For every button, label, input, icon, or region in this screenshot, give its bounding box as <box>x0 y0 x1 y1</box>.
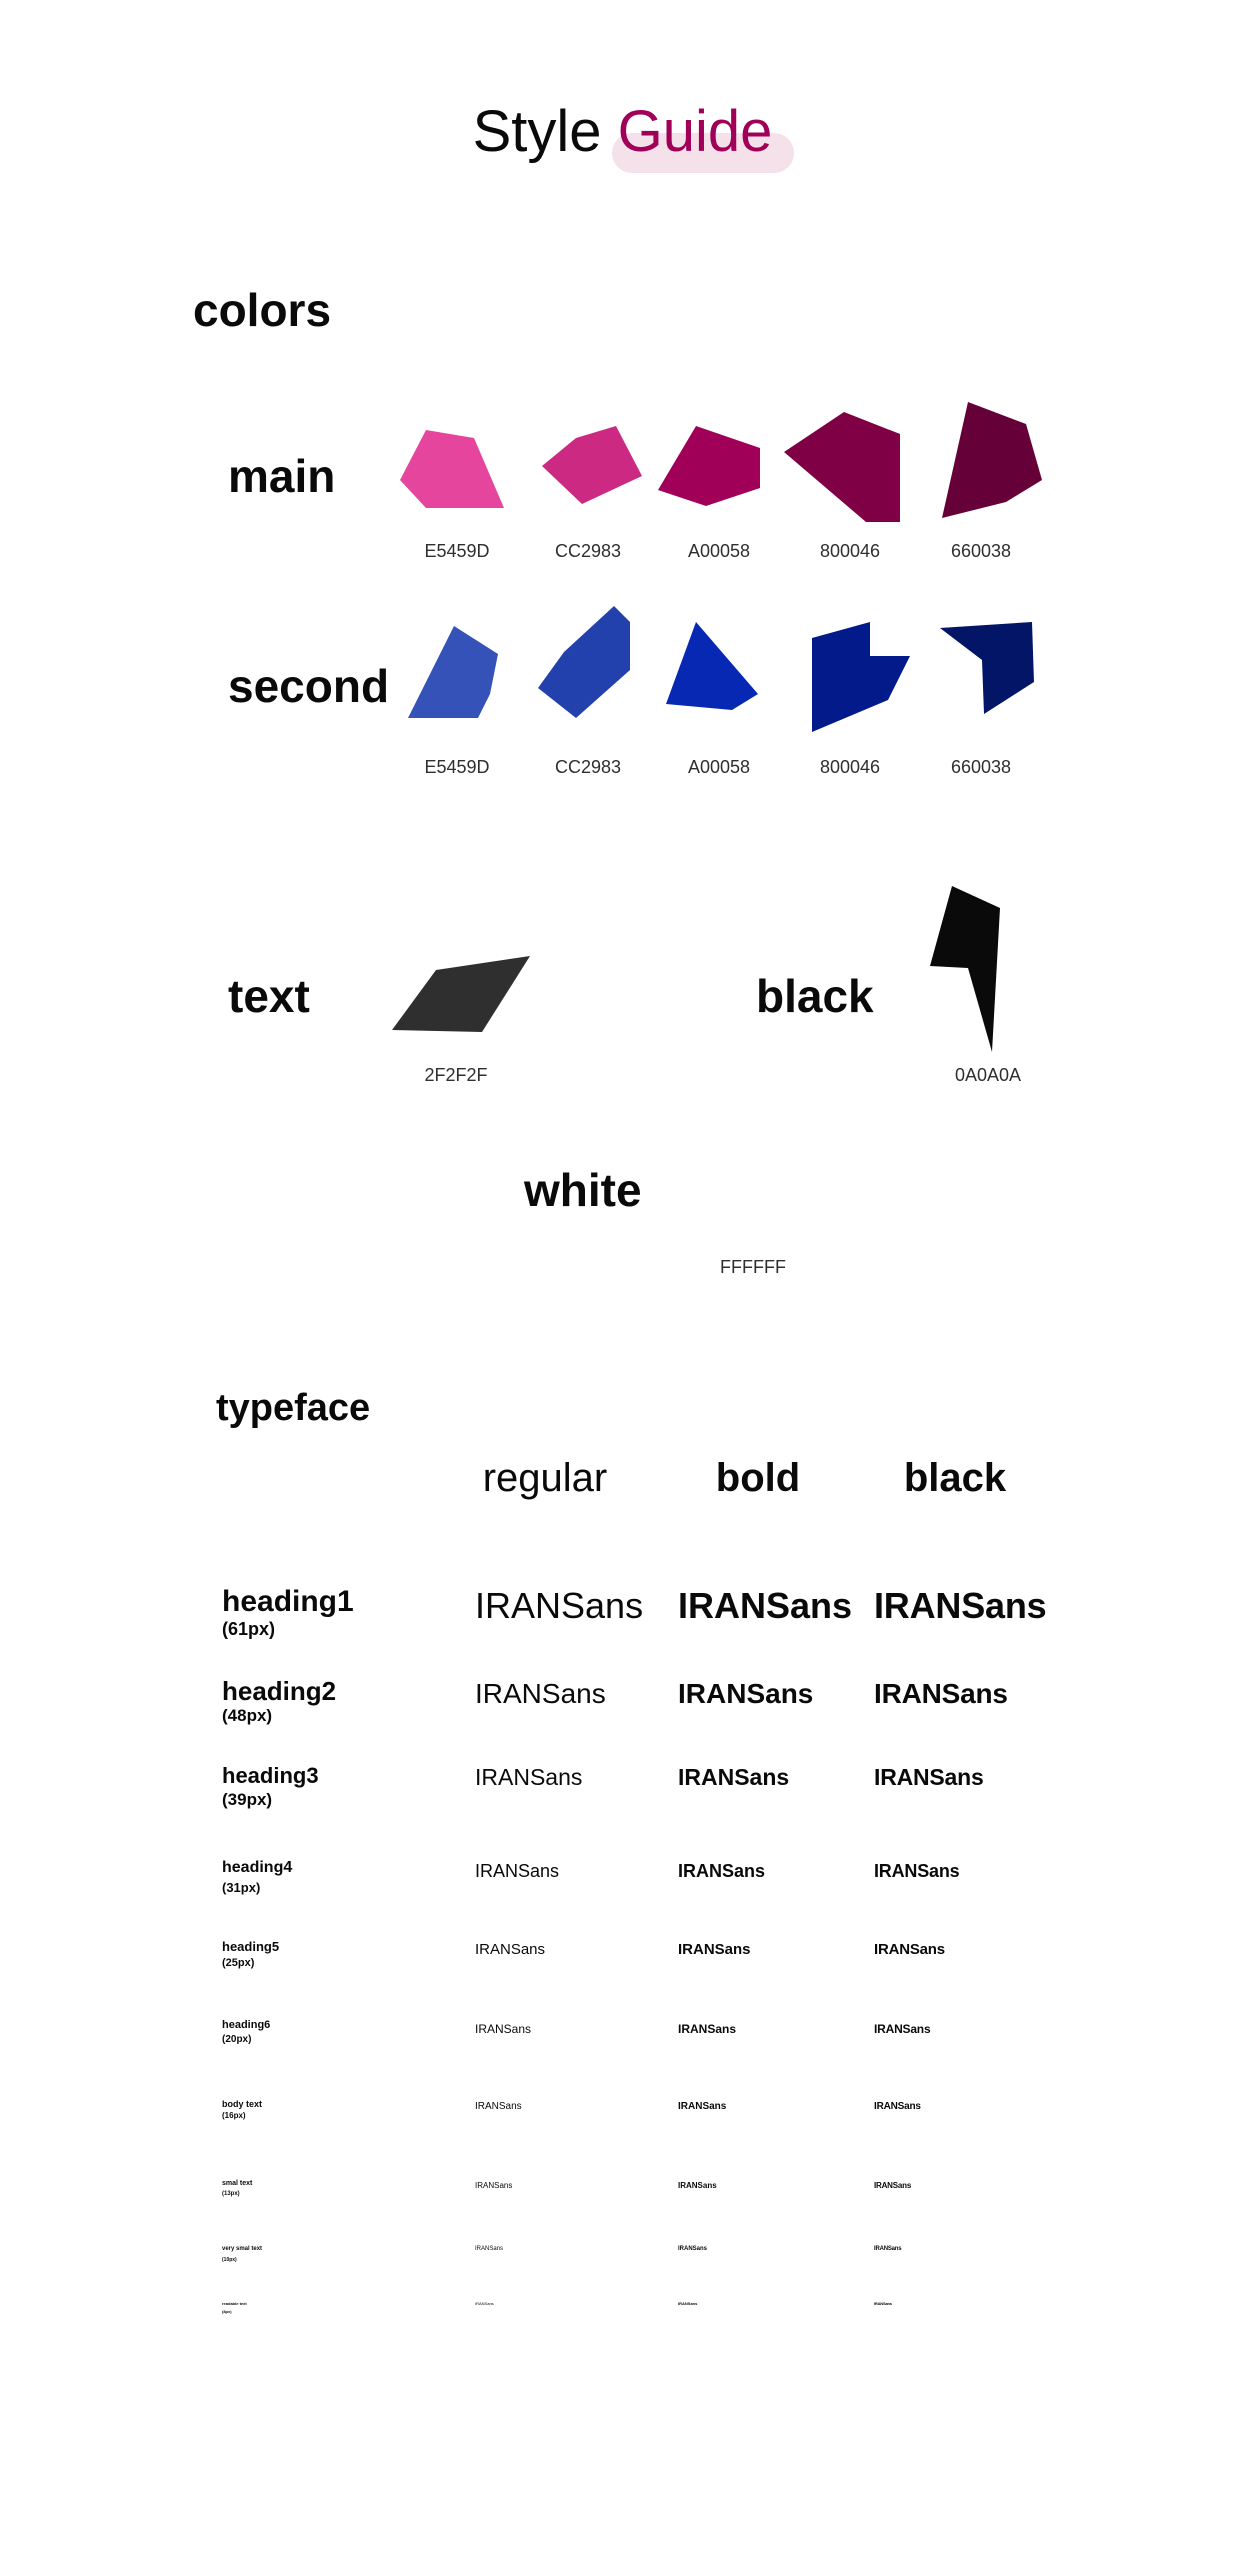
black-color-label: black <box>756 970 874 1022</box>
type-row-name: heading6 <box>222 2019 271 2031</box>
sample-bold: IRANSans <box>678 2301 698 2306</box>
weight-bold-heading: bold <box>715 1456 801 1500</box>
sample-black: IRANSans <box>874 2301 892 2306</box>
sample-bold: IRANSans <box>678 1764 790 1790</box>
sample-regular: IRANSans <box>475 2246 504 2252</box>
second-swatch-5-shape <box>940 622 1034 714</box>
type-row-name: heading3 <box>222 1763 319 1788</box>
type-row-name: very smal text <box>222 2246 263 2252</box>
second-row-label: second <box>228 660 390 712</box>
sample-regular: IRANSans <box>475 1585 644 1626</box>
sample-black: IRANSans <box>874 2246 902 2252</box>
sample-regular: IRANSans <box>475 2022 532 2036</box>
main-swatch-3 <box>656 424 764 508</box>
sample-black: IRANSans <box>874 1861 960 1881</box>
second-swatch-4-shape <box>812 622 910 732</box>
main-swatch-2-shape <box>542 426 642 504</box>
type-row-label <box>222 1764 319 1809</box>
type-row-label <box>222 2180 252 2198</box>
sample-black: IRANSans <box>874 1941 945 1958</box>
sample-bold: IRANSans <box>678 2022 737 2036</box>
main-hex-5: 660038 <box>950 541 1012 561</box>
type-row-name: heading2 <box>222 1676 337 1706</box>
colors-heading: colors <box>193 284 332 336</box>
second-hex-2: CC2983 <box>554 757 622 777</box>
type-row-label <box>222 1860 292 1894</box>
sample-bold: IRANSans <box>678 1585 853 1626</box>
black-color-swatch <box>928 884 1004 1056</box>
black-color-hex: 0A0A0A <box>954 1065 1022 1085</box>
second-swatch-3 <box>664 620 760 712</box>
white-color-label: white <box>524 1164 642 1216</box>
main-hex-4: 800046 <box>819 541 881 561</box>
type-row-size: (39px) <box>222 1790 273 1810</box>
type-row-size: (25px) <box>222 1956 255 1969</box>
type-row-size: (31px) <box>222 1879 261 1895</box>
type-row-name: heading4 <box>222 1859 293 1876</box>
main-swatch-5-shape <box>942 402 1042 518</box>
sample-regular: IRANSans <box>475 2301 494 2306</box>
type-row-label <box>222 2100 262 2121</box>
type-row-size: (16px) <box>222 2111 246 2121</box>
sample-bold: IRANSans <box>678 1861 766 1881</box>
main-swatch-1-shape <box>400 430 504 508</box>
type-row-label <box>222 1940 279 1969</box>
second-hex-1: E5459D <box>424 757 490 777</box>
sample-regular: IRANSans <box>475 1764 583 1790</box>
second-hex-4: 800046 <box>819 757 881 777</box>
main-swatch-5 <box>940 400 1044 520</box>
type-row-name: heading1 <box>222 1585 354 1618</box>
sample-black: IRANSans <box>874 2181 912 2190</box>
second-swatch-4 <box>810 620 912 734</box>
type-row-label <box>222 2020 270 2045</box>
sample-bold: IRANSans <box>678 1941 751 1958</box>
type-row-name: readable text <box>222 2301 247 2306</box>
sample-black: IRANSans <box>874 1764 984 1790</box>
type-row-name: heading5 <box>222 1939 280 1954</box>
sample-black: IRANSans <box>874 1678 1008 1709</box>
white-color-hex: FFFFFF <box>720 1257 786 1277</box>
main-row-label: main <box>228 450 336 502</box>
type-row-label <box>222 2246 262 2264</box>
sample-black: IRANSans <box>874 2022 931 2036</box>
text-color-swatch-shape <box>392 956 530 1032</box>
sample-regular: IRANSans <box>475 2181 513 2190</box>
type-row-label <box>222 2302 247 2314</box>
sample-bold: IRANSans <box>678 1678 814 1709</box>
main-swatch-4 <box>782 410 904 524</box>
weight-regular-heading: regular <box>482 1456 608 1500</box>
sample-bold: IRANSans <box>678 2246 708 2252</box>
type-row-size: (13px) <box>222 2191 240 2198</box>
sample-bold: IRANSans <box>678 2101 727 2112</box>
second-swatch-5 <box>938 620 1036 716</box>
title-guide-highlight: Guide <box>617 99 773 164</box>
type-row-size: (10px) <box>222 2257 237 2264</box>
typeface-heading: typeface <box>216 1387 371 1429</box>
sample-black: IRANSans <box>874 1585 1047 1626</box>
second-swatch-2-shape <box>538 606 630 718</box>
type-row-size: (20px) <box>222 2033 252 2045</box>
type-row-name: smal text <box>222 2180 253 2187</box>
main-swatch-3-shape <box>658 426 760 506</box>
second-hex-5: 660038 <box>950 757 1012 777</box>
page-title <box>0 96 1245 168</box>
main-swatch-2 <box>540 424 644 504</box>
black-color-swatch-shape <box>930 886 1000 1052</box>
sample-black: IRANSans <box>874 2101 921 2112</box>
sample-regular: IRANSans <box>475 1941 546 1958</box>
type-row-name: body text <box>222 2099 263 2109</box>
main-swatch-1 <box>398 428 506 510</box>
text-color-hex: 2F2F2F <box>424 1065 488 1085</box>
sample-regular: IRANSans <box>475 2101 522 2112</box>
main-swatch-4-shape <box>784 412 900 522</box>
second-swatch-1 <box>406 624 500 720</box>
type-row-size: (48px) <box>222 1706 273 1726</box>
weight-black-heading: black <box>903 1456 1007 1500</box>
text-color-label: text <box>228 970 310 1022</box>
type-row-label <box>222 1678 336 1725</box>
sample-bold: IRANSans <box>678 2181 717 2190</box>
main-hex-3: A00058 <box>687 541 751 561</box>
type-row-size: (61px) <box>222 1618 276 1639</box>
main-hex-2: CC2983 <box>554 541 622 561</box>
sample-regular: IRANSans <box>475 1678 606 1709</box>
text-color-swatch <box>390 954 532 1034</box>
second-swatch-1-shape <box>408 626 498 718</box>
white-color-swatch <box>700 1210 820 1250</box>
type-row-label <box>222 1586 354 1638</box>
main-hex-1: E5459D <box>424 541 490 561</box>
type-row-size: (8px) <box>222 2309 232 2315</box>
second-swatch-3-shape <box>666 622 758 710</box>
title-style: Style <box>472 99 602 164</box>
second-hex-3: A00058 <box>687 757 751 777</box>
sample-regular: IRANSans <box>475 1861 560 1881</box>
second-swatch-2 <box>536 604 632 722</box>
